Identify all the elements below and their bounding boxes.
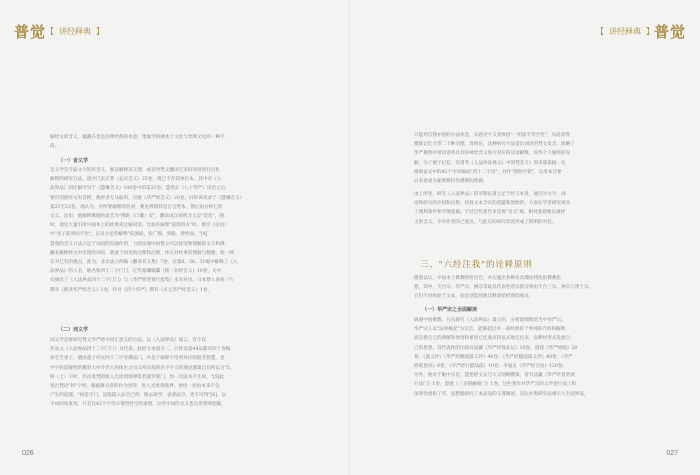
text-line: 它们不再拘泥于文本，而是创造性地诠释原始经典的观点。 (414, 294, 534, 300)
page-number-right: 027 (666, 450, 678, 457)
bracket-right: 】 (96, 26, 105, 36)
right-header (596, 22, 686, 40)
text-line: 卷、《演义钞》《华严经随疏演义钞》40卷、《华严经随疏演义钞》40卷、《华严 (414, 354, 573, 360)
text-line: 后来看成为秘密修持作佛事的典籍。 (414, 179, 488, 185)
text-line: 隋唐以后，中国本土佛教经纷出台，并实施出各种有具理论特色的佛教思 (414, 276, 562, 281)
left-header (14, 22, 104, 40)
text-line: 缴除记忆力等二十种功德。清明证，这种研究方法是出词语的梵文发音，简略了 (414, 142, 575, 148)
text-line: 法界品》的注解可见于《慧琳音义》100卷中的第21卷。慧苑在《八十华严》译出之后， (50, 186, 230, 192)
section1-heading: （一）音义学 (58, 158, 89, 164)
right-page (350, 0, 700, 475)
text-line: 纵观中国佛教，凡从研究《入法界品》最心的，分析最细致的当中华严宗。 (414, 318, 566, 323)
text-line: 解，为了便于记忆，在诸考《人法界品禅义》中的梵音义》原来都依据一定 (414, 160, 566, 166)
header-label: 讲经释典 (608, 26, 641, 36)
text-line: 由上所述，研究《入法界品》的早期论著立足于经义本身，通过对文字、词 (414, 192, 566, 197)
text-line: 段。 (50, 144, 60, 150)
text-line: 中"君子前周而不比"，以及尔足的解释"前围面，张广细，刻截，涉性而。"[4] (50, 232, 208, 238)
subsection-heading: （一）华严宗之全面解读 (422, 307, 478, 313)
text-line: 第21至23卷。他认为，对所要解释的名词，要先辨明其是否合梵本，然后再分析它的 (50, 204, 223, 210)
text-line: 经疏卷决》8卷，《华严经行愿品疏》10卷，李通玄《华严经合论》120卷， (414, 364, 568, 370)
text-line: 藏本解释经文中出现的词语，就重于词语的注释和注释，体在对经事的理解与梳理。他一网 (50, 250, 234, 256)
text-line: 知全芝麦子，德由童子所宣四十二字母佛法门，共是个解释字母所对应的般若智慧，也 (50, 356, 225, 362)
text-line: 另外，他对于眼中宗旨，慧苑经文众与大义别纲撰拟，普有法藏《华严经普贤观 (414, 373, 575, 379)
section2-body (50, 336, 320, 410)
logo: 普觉 (653, 22, 686, 41)
page-number-left: 026 (22, 450, 34, 457)
text-line: 撰有《新译华严经音义》1卷，针对《四十华严》撰有《贞元华严经音义》1卷。 (50, 287, 213, 293)
text-line: 阿（上）字时，名由善梵的般入光度别境界般若波罗蜜门，悟一切法本不生故。"[5]此 (50, 374, 224, 380)
text-line: 慧苑的音义方法立足于词语的沟通作用，力图实现中国僧众可以接受和理解的文义和佛 (50, 241, 225, 247)
text-line: 文的含义，少有作者的己观点，与此后的研究状况形成了鲜明的对比。 (414, 219, 557, 225)
text-line: 词义学是将研究梵文华严经中词汇意义的方法。以《入法界品》而言，有不仅 (50, 338, 207, 343)
text-line: 仅摘出了《入法界品四十二字门门》与《华严经普贤行愿集》未有补出。日本僧人喜海（?） (50, 278, 237, 284)
text-line: 时，他还大量引用中国本土的经典来注解词语，比如在解释"前围四方"时，便引《论语》 (50, 223, 229, 229)
text-line: 华严宗人以"法界缘起"为宗旨，能够超过对一部经典甚于单纯的介绍和解释， (414, 327, 570, 333)
bracket-right: 】 (645, 26, 654, 36)
text-line: 而是将自己的理解和体悟和重述已往观点特征式地完出来，以释经形式发展自 (414, 336, 571, 342)
section2-heading: （二）词义学 (58, 327, 89, 333)
text-line: 音义学是专取文字的形音义，细以解释其义理，或者对梵文翻译过来的词语进行汉化 (50, 168, 220, 173)
text-line: 了便利条件和学理基础。不过这些著作多是将"音义"地、相对客观地以视经 (414, 210, 566, 216)
text-line: 文义。比如，他解释佛德的发音为"佛陀（口覆）反"，翻译成汉语的含义是"觉者"，随 (50, 214, 224, 220)
right-intro (414, 131, 659, 186)
text-line: 字词的角度说，只有这42个字母示诸悟性空的道理，这些字词的文义也达用普明把握。 (50, 402, 226, 408)
text-line: 要识别新经文有音释，便讲者无从取用，这既《华严经音义》20卷，同时该改录于《慧琳音义》 (50, 195, 245, 201)
text-line: 深刻性重构了华，思想就研究了本品品的义理阐述，实际并集研究法重宗入至法界品， (414, 391, 589, 397)
text-line: 己的思想。其代表性的注疏有法藏《华严经探玄记》10卷，澄观《华严经疏》20 (414, 345, 578, 351)
text-line: 想。其中，天台宗、华严宗、禅宗等最具代表性的宗派分别由天台三宗、禅宗与净土宗。 (414, 285, 594, 291)
right-para4 (414, 316, 659, 399)
right-para3 (414, 274, 659, 302)
text-line: 只能用自我亦悟的方法体会，从感受字义到体悟"一切法平等空性"，从而获得 (414, 133, 570, 138)
logo: 普觉 (14, 22, 47, 41)
right-para2 (414, 190, 659, 227)
text-line: 行法门》1卷，澄观《三圣圆融观门》1卷。这些著作对华严宗的义学进行加工和 (414, 382, 577, 388)
text-line: 华严佛典中诸词语所具有的神异含义进行对应的汉语解释，而华个人独特的见 (414, 151, 571, 157)
header-label: 讲经释典 (59, 26, 92, 36)
text-line: 说出梵语"阿"字时，根据修习者的作为也得，进入光度到境界，参悟一切由本来不会 (50, 384, 220, 390)
bracket-left: 【 (46, 26, 55, 36)
text-line: 产生的道理。"如是字门，是般隐入法空己所，除去观学，表诸法空。更不可得"[6]，以 (50, 393, 227, 399)
section1-body (50, 166, 320, 295)
section3-heading: 三、"六经注我"的诠释原则 (420, 259, 533, 269)
text-line: 东对已有的观点，此为，北未法云所编《翻译名义集》7卷，在第6、26、31编中解释了《入 (50, 260, 238, 266)
left-intro (50, 133, 320, 151)
text-line: 格助论文中的42个字母编成"四十二字语"，并作"围明字轮"，这用本还要 (414, 169, 562, 175)
text-line: 作品文《入法界品四十二字门门》为代表。此经文本划分二，只涉及第44品都有四十卷编 (50, 347, 231, 353)
text-line: 中字转借解性的精彩大中介仍人的体生之句义所宣演的名字字义的理论逻辑自信所以分"5， (50, 365, 235, 371)
text-line: 解经文的含义，蕴藏在也是注释经典的本意；集推学肉涵本土文化与异域文化的一种手 (50, 135, 225, 140)
text-line: 法界品》的人名、地名和四十二字门门，辽代希麟编纂《续一切经音义》10卷，文中 (50, 269, 222, 275)
bracket-left: 【 (595, 26, 604, 36)
text-line: 语和经句的介绍和注释，抉找文本含有的意蕴和原始的，方面在学者研究视角 (414, 201, 571, 207)
text-line: 解释的研究方法。唐沙门玄应著《玄应音义》25卷，现已不存其单行本，其中对《入 (50, 177, 222, 183)
